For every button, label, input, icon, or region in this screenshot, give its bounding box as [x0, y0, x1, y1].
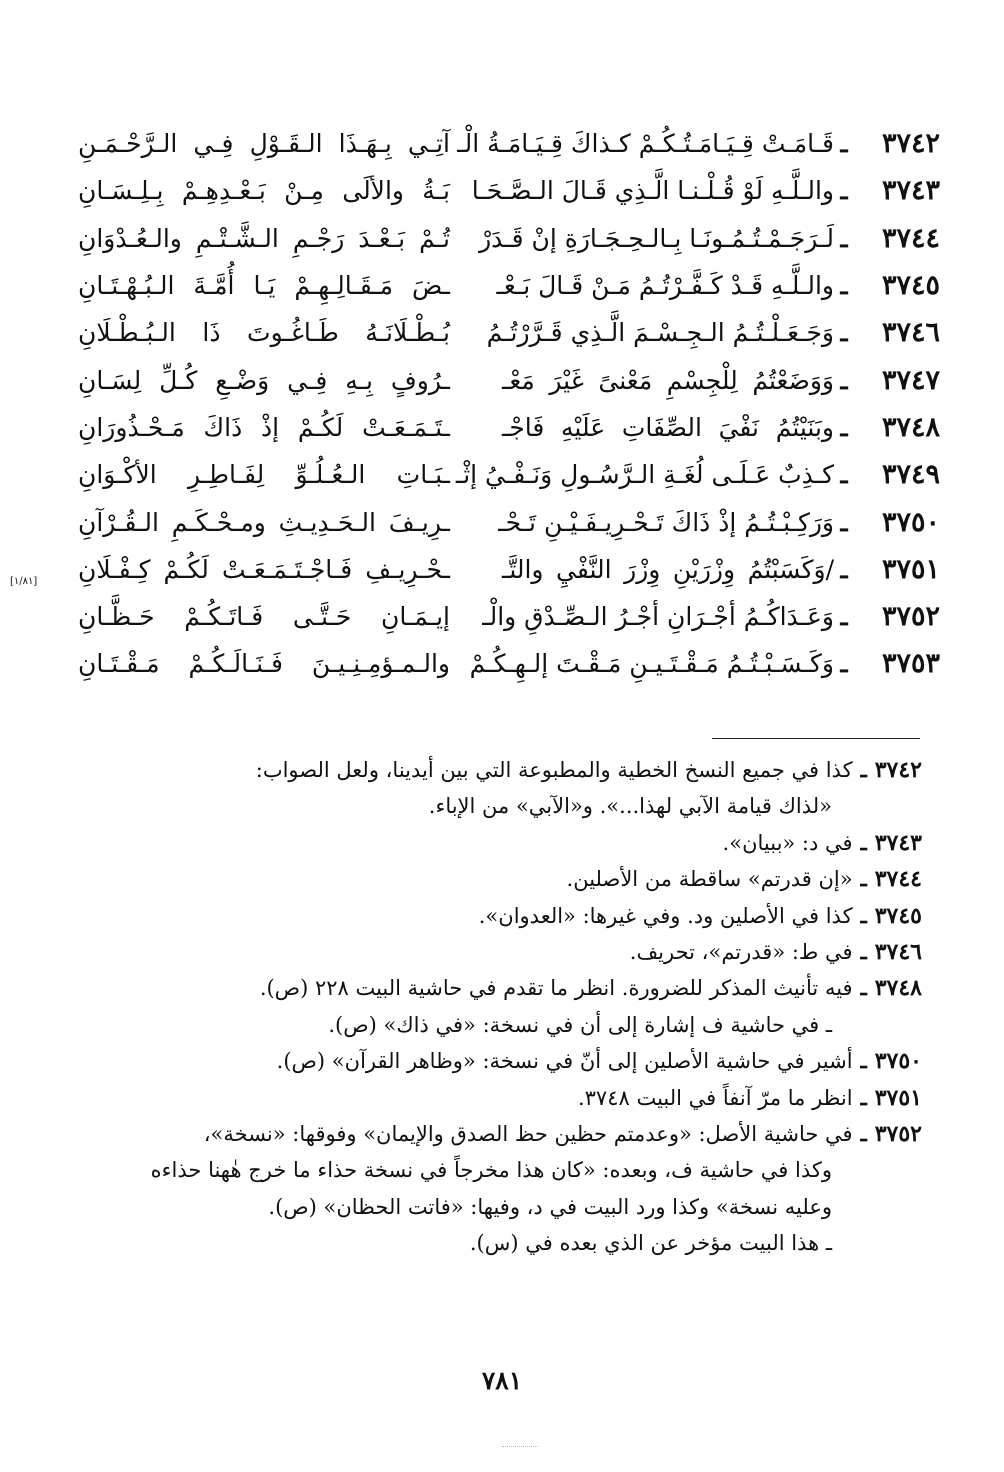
verse-dash: ـ	[840, 318, 848, 348]
footnote-text: في ط: «قدرتم»، تحريف.	[629, 939, 853, 964]
verse-first-hemistich: قَـامَـتْ قِـيَـامَـتُـكُـمْ كـذاكَ قِـيَـامَـةُ الْـ	[457, 129, 834, 159]
verse-first-hemistich: وَوَضَعْتُمُ لِلْجِسْمِ مَعْنىً غَيْرَ مَعْـ	[502, 365, 834, 395]
footnote-line	[102, 1152, 922, 1188]
footnote-number: ٣٧٤٢	[874, 757, 922, 783]
footnote-number: ٣٧٥١	[874, 1084, 922, 1111]
footnote-number: ٣٧٤٤	[874, 866, 922, 893]
footnote-text: ـ هذا البيت مؤخر عن الذي بعده في (س).	[469, 1231, 832, 1256]
footnote-dash: ـ	[860, 757, 867, 782]
verse-row	[40, 356, 940, 403]
verse-dash: ـ	[840, 460, 848, 490]
footnote-text: وكذا في حاشية ف، وبعده: «كان هذا مخرجاً في نسخة حذاء ما خرج هٰهنا حذاءه	[150, 1158, 832, 1183]
verse-row	[40, 404, 940, 451]
verse-row	[40, 640, 940, 687]
footnote-text: وعليه نسخة» وكذا ورد البيت في د، وفيها: «فاتت الحظان» (ص).	[268, 1194, 832, 1219]
verse-number: ٣٧٥٠	[881, 506, 940, 538]
verse-row	[40, 120, 940, 167]
verse-dash: ـ	[840, 271, 848, 301]
margin-reference: [١/٨١]	[10, 576, 38, 587]
footnote-line	[102, 825, 922, 861]
footnote-dash: ـ	[860, 866, 867, 892]
page-number: ٧٨١	[481, 1366, 523, 1395]
footnote-dash: ـ	[860, 975, 867, 1001]
verse-second-hemistich: ـبَـاتِ الـعُـلُـوِّ لِفَـاطِـرِ الأكْـوَانِ	[78, 460, 450, 490]
footnote-line	[102, 1189, 922, 1225]
verse-second-hemistich: إيـمَـانِ حَـتَّـى فَـاتَـكُـمْ حَـظَّـانِ	[78, 602, 450, 632]
footnote-text: «إن قدرتم» ساقطة من الأصلين.	[566, 867, 853, 892]
verse-dash: ـ	[840, 223, 848, 253]
footnote-text: انظر ما مرّ آنفاً في البيت ٣٧٤٨.	[577, 1085, 853, 1110]
footnote-text: «لذاك قيامة الآبي لهذا...». و«الآبي» من الإباء.	[428, 794, 832, 819]
verse-first-hemistich: كـذِبٌ عَـلَـى لُغَـةِ الـرَّسُـولِ وَنَـفْـيُ إثْـ	[455, 460, 834, 490]
footnote-text: في د: «ببيان».	[722, 830, 853, 855]
verse-second-hemistich: بُـطْـلَانَـهُ طَـاغُـوتَ ذَا الـبُـطْـلَانِ	[78, 318, 450, 348]
footnote-dash: ـ	[860, 1120, 867, 1146]
footnote-text: في حاشية الأصل: «وعدمتم حظين حظ الصدق والإيمان» وفوقها: «نسخة»،	[203, 1121, 853, 1146]
footnote-line	[102, 1007, 922, 1043]
verse-row	[40, 593, 940, 640]
verse-first-hemistich: وَعَـدَاكُـمُ أجْـرَانِ أجْـرُ الـصِّـدْقِ والْـ	[482, 602, 834, 632]
verse-dash: ـ	[840, 176, 848, 206]
verse-number: ٣٧٤٧	[881, 364, 940, 396]
verse-number: ٣٧٥٣	[881, 648, 940, 680]
footnote-text: أشير في حاشية الأصلين إلى أنّ في نسخة: «وظاهر القرآن» (ص).	[276, 1049, 853, 1074]
verse-row	[40, 546, 940, 593]
verse-number: ٣٧٤٦	[881, 317, 940, 349]
verse-first-hemistich: وبَنَيْتُمُ نَفْيَ الصِّفَاتِ عَلَيْهِ فَاجْـ	[502, 412, 834, 442]
verse-number: ٣٧٥١	[881, 553, 940, 585]
verse-number: ٣٧٤٤	[881, 222, 940, 254]
footnote-line	[102, 1043, 922, 1079]
verse-second-hemistich: بَـةُ والألَى مِـنْ بَـعْـدِهِـمْ بِـلِـسَـانِ	[78, 176, 450, 206]
verse-first-hemistich: وَرَكِـبْـتُـمُ إذْ ذَاكَ تَـحْـرِيـفَـيْـنِ تَـحْـ	[498, 507, 834, 537]
footnote-line	[102, 1225, 922, 1261]
footnote-line	[102, 861, 922, 897]
verse-first-hemistich: وَجَـعَـلْـتُـمُ الـجِـسْـمَ الَّـذِي قَـرَّرْتُـمُ	[486, 318, 834, 348]
footnote-number: ٣٧٤٨	[874, 975, 922, 1002]
verse-number: ٣٧٤٨	[881, 411, 940, 443]
footnote-text: فيه تأنيث المذكر للضرورة. انظر ما تقدم في حاشية البيت ٢٢٨ (ص).	[259, 976, 853, 1001]
verse-first-hemistich: /وَكَسَبْتُمُ وِزْرَيْنِ وِزْرَ النَّفْيِ والتَّـ	[502, 554, 834, 584]
verse-row	[40, 498, 940, 545]
verse-row	[40, 309, 940, 356]
verse-row	[40, 451, 940, 498]
verse-dash: ـ	[840, 129, 848, 159]
footnote-number: ٣٧٤٣	[874, 829, 922, 856]
verse-number: ٣٧٤٢	[881, 128, 940, 160]
footnote-line	[102, 752, 922, 788]
verse-dash: ـ	[840, 412, 848, 442]
footnote-number: ٣٧٤٥	[874, 902, 922, 929]
verse-second-hemistich: تُـمْ بَـعْـدَ رَجْـمِ الـشَّـتْـمِ والـعُـدْوَانِ	[78, 223, 450, 253]
verse-number: ٣٧٤٣	[881, 175, 940, 207]
verse-row	[40, 262, 940, 309]
verse-second-hemistich: ـرِيـفَ الـحَـدِيـثِ ومـحْـكَـمِ الـقُـرْآنِ	[78, 507, 450, 537]
verse-dash: ـ	[840, 507, 848, 537]
verse-first-hemistich: والـلَّـهِ لَوْ قُـلْـنـا الَّـذِي قَـالَ الـصَّـحَـا	[471, 176, 834, 206]
footnote-text: كذا في جميع النسخ الخطية والمطبوعة التي بين أيدينا، ولعل الصواب:	[255, 758, 853, 782]
verse-second-hemistich: ـضَ مَـقَـالِـهِـمْ يَـا أُمَّـةَ الـبُـهْـتَـانِ	[78, 271, 450, 301]
verse-second-hemistich: ـحْـرِيـفِ فَـاجْـتَـمَـعَـتْ لَكُـمْ كِـفْـلَانِ	[78, 554, 450, 584]
footnote-line	[102, 934, 922, 970]
verse-second-hemistich: آتِـي بِـهَـذَا الـقَـوْلِ فِـي الـرَّحْـمَـنِ	[78, 129, 450, 159]
footnote-dash: ـ	[860, 938, 867, 964]
footnote-dash: ـ	[860, 1084, 867, 1110]
verse-row	[40, 215, 940, 262]
footnote-line	[102, 1116, 922, 1152]
verse-number: ٣٧٤٩	[881, 459, 940, 491]
footnote-line	[102, 1080, 922, 1116]
verse-second-hemistich: ـتَـمَـعَـتْ لَكُـمْ إذْ ذَاكَ مَـحْـذُورَانِ	[78, 412, 450, 442]
verse-second-hemistich: والـمـؤمِـنِـيـنَ فَـنَـالَـكُـمْ مَـقْـتَـانِ	[78, 649, 450, 679]
footnote-dash: ـ	[860, 1048, 867, 1074]
verse-dash: ـ	[840, 554, 848, 584]
verse-first-hemistich: لَـرَجَـمْـتُـمُـونَـا بِـالـحِـجَـارَةِ إنْ قَـدَرْ	[479, 223, 834, 253]
footnote-line	[102, 788, 922, 824]
verse-dash: ـ	[840, 602, 848, 632]
verse-number: ٣٧٤٥	[881, 270, 940, 302]
footnote-line	[102, 970, 922, 1006]
footnote-number: ٣٧٤٦	[874, 938, 922, 965]
footnote-text: ـ في حاشية ف إشارة إلى أن في نسخة: «في ذاك» (ص).	[328, 1012, 832, 1037]
footnote-line	[102, 898, 922, 934]
verse-dash: ـ	[840, 365, 848, 395]
footnote-text: كذا في الأصلين ود. وفي غيرها: «العدوان».	[478, 903, 853, 928]
verse-first-hemistich: وَكَـسَـبْـتُـمُ مَـقْـتَـيـنِ مَـقْـتَ إلـهِـكُـمْ	[469, 649, 834, 679]
verse-second-hemistich: ـرُوفٍ بِـهِ فِـي وَضْـعِ كُـلِّ لِسَـانِ	[78, 365, 450, 395]
verse-row	[40, 167, 940, 214]
footnote-dash: ـ	[860, 829, 867, 855]
verse-list	[40, 120, 940, 688]
footnote-number: ٣٧٥٢	[874, 1120, 922, 1147]
verse-number: ٣٧٥٢	[881, 601, 940, 633]
footnotes	[102, 752, 922, 1261]
footnote-separator	[712, 738, 920, 739]
bleed-through-mark	[502, 1446, 538, 1450]
verse-first-hemistich: والـلَّـهِ قَـدْ كَـفَّـرْتُـمُ مَـنْ قَـالَ بَـعْـ	[496, 271, 834, 301]
verse-dash: ـ	[840, 649, 848, 679]
footnote-number: ٣٧٥٠	[874, 1048, 922, 1075]
footnote-dash: ـ	[860, 902, 867, 928]
